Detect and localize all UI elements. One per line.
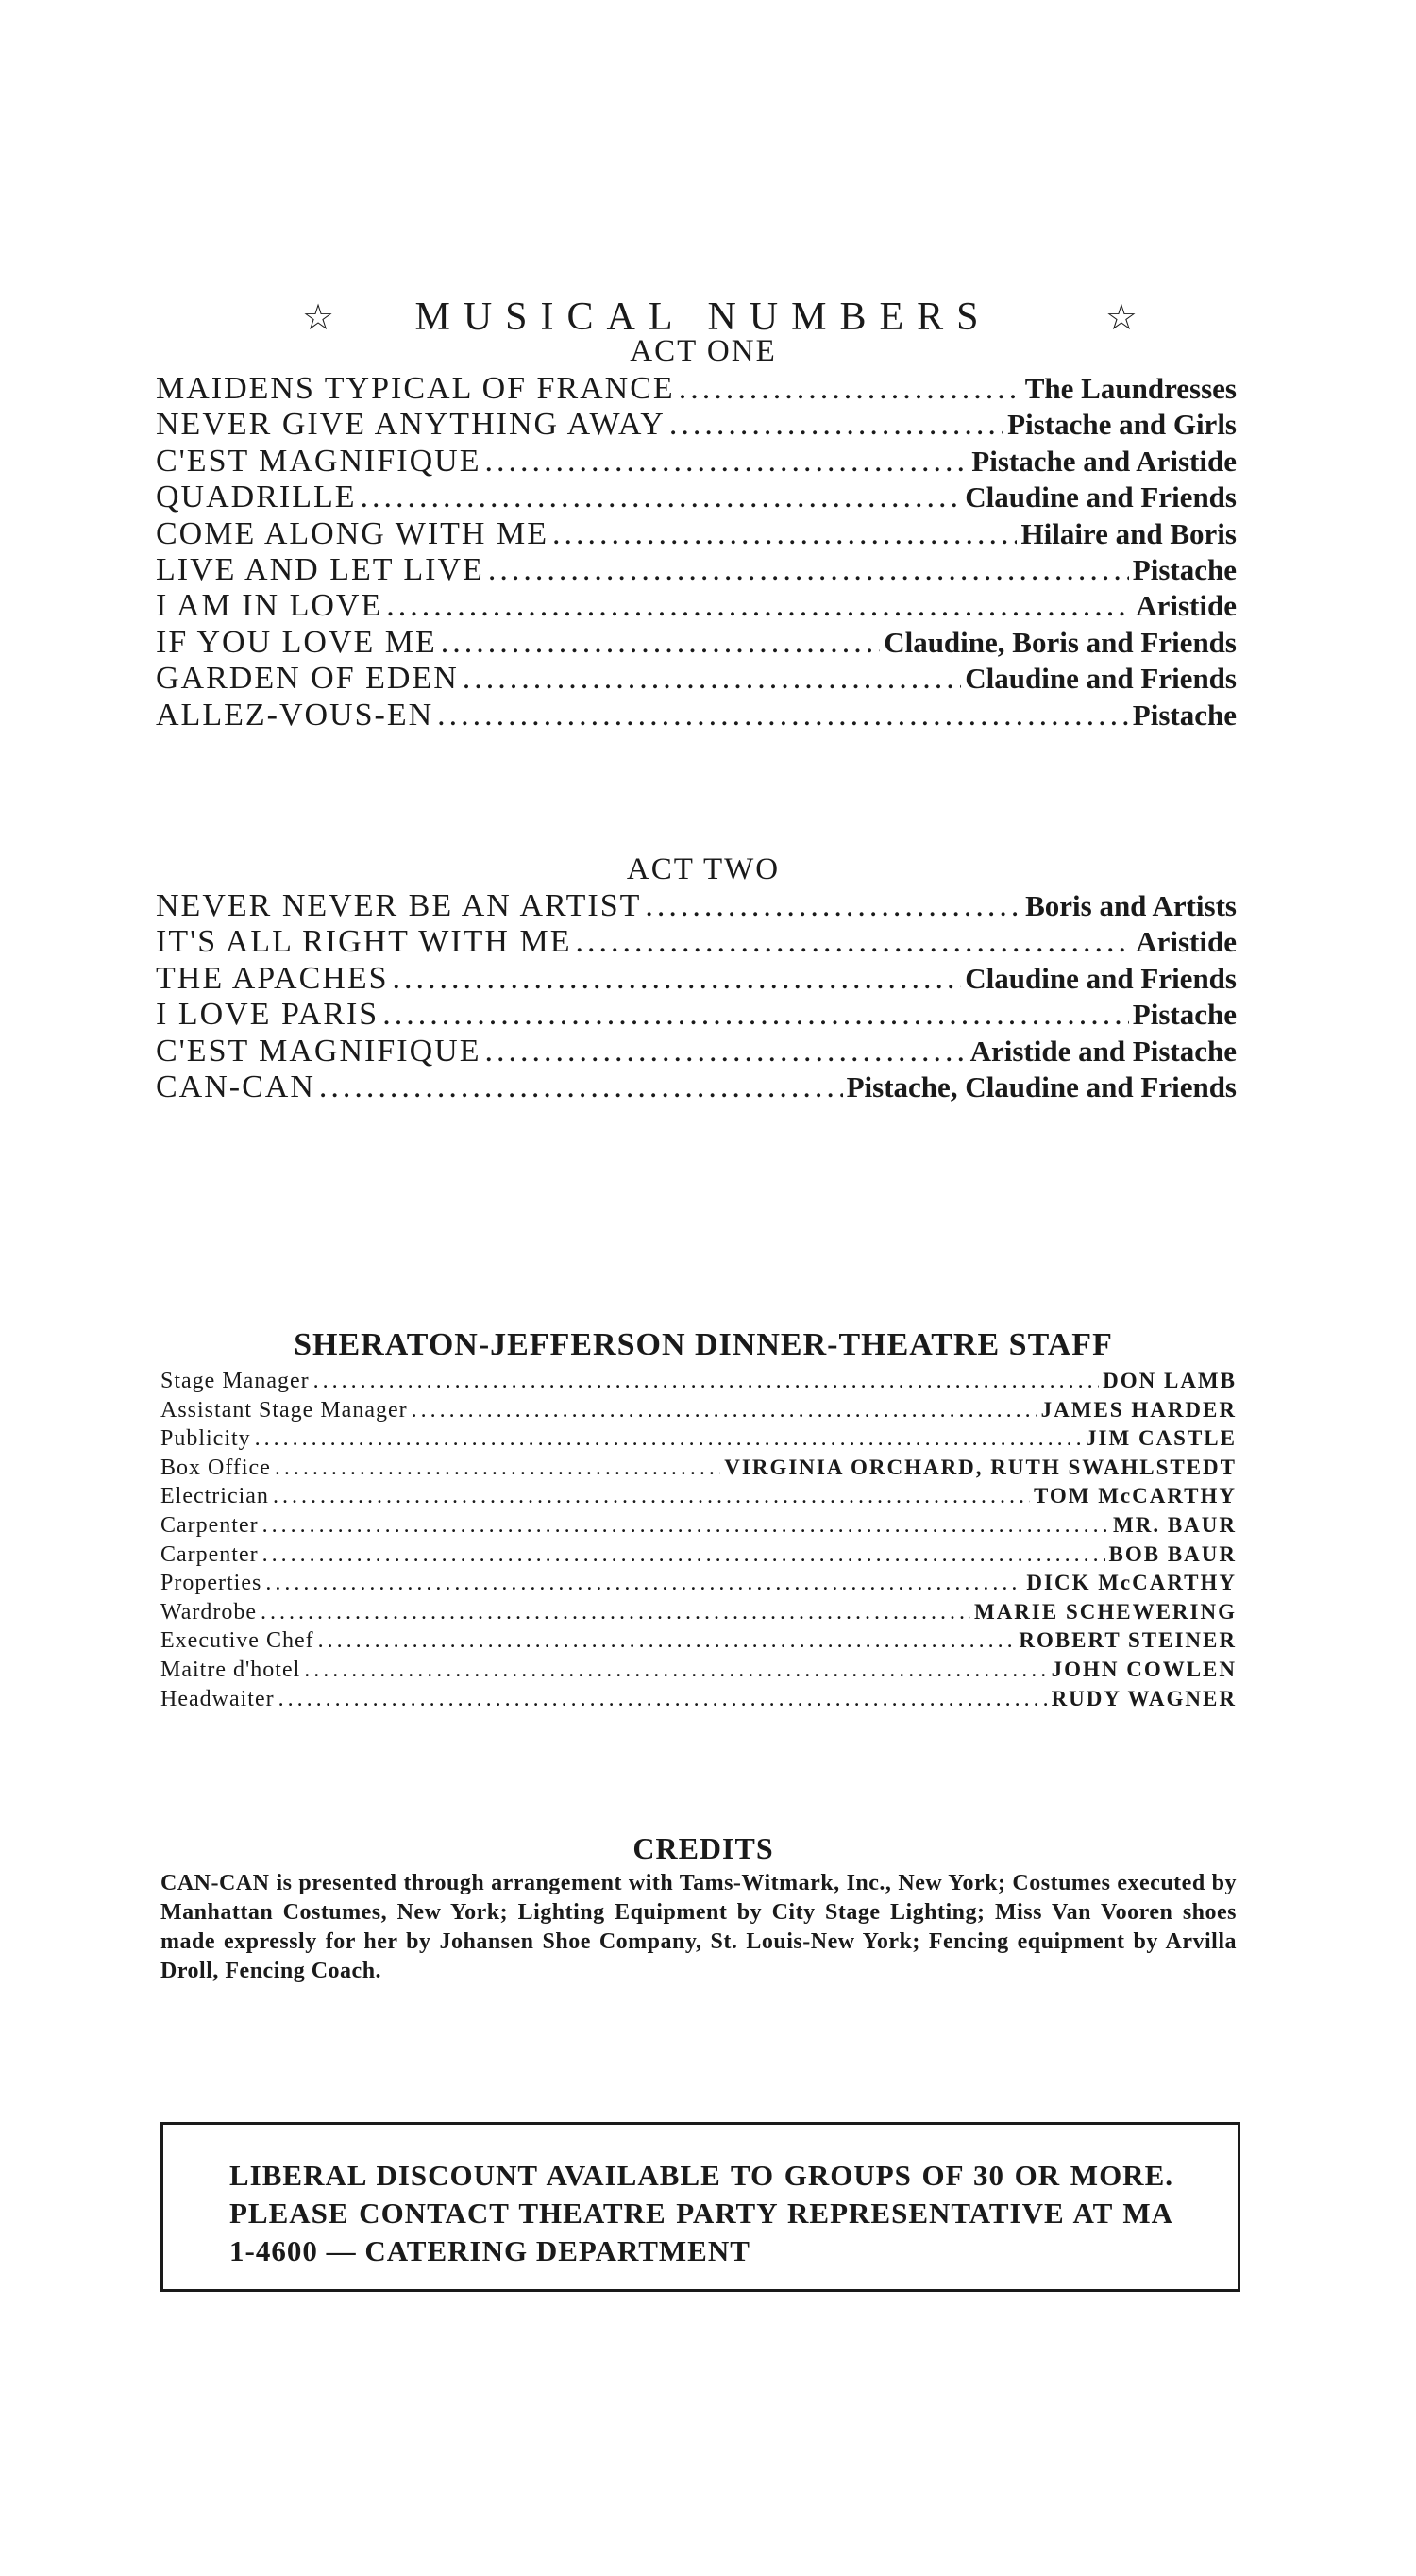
song-row [156, 661, 1237, 697]
dot-leader [278, 1685, 1048, 1714]
dot-leader [265, 1569, 1022, 1598]
star-icon: ☆ [302, 298, 335, 338]
musical-numbers-title: MUSICAL NUMBERS [414, 295, 992, 339]
dot-leader [575, 924, 1132, 960]
staff-row [160, 1367, 1237, 1396]
staff-row [160, 1685, 1237, 1714]
staff-row [160, 1454, 1237, 1483]
song-title: C'EST MAGNIFIQUE [156, 443, 481, 479]
act-two-song-list [156, 888, 1237, 1105]
staff-name: VIRGINIA ORCHARD, RUTH SWAHLSTEDT [724, 1455, 1237, 1479]
discount-notice-text: LIBERAL DISCOUNT AVAILABLE TO GROUPS OF 30 OR MORE. PLEASE CONTACT THEATRE PARTY REPRESENTATIVE AT MA 1-4600 — CATERING DEPARTMENT [229, 2159, 1173, 2267]
song-row [156, 698, 1237, 733]
song-title: GARDEN OF EDEN [156, 661, 459, 697]
song-row [156, 516, 1237, 552]
dot-leader [488, 552, 1129, 588]
song-title: I AM IN LOVE [156, 588, 383, 624]
song-performers: Pistache and Aristide [971, 444, 1237, 478]
dot-leader [255, 1424, 1082, 1454]
staff-name: JOHN COWLEN [1051, 1657, 1237, 1681]
dot-leader [313, 1367, 1100, 1396]
dot-leader [319, 1069, 843, 1105]
song-row [156, 997, 1237, 1033]
staff-row [160, 1656, 1237, 1685]
song-performers: The Laundresses [1024, 372, 1237, 405]
song-title: MAIDENS TYPICAL OF FRANCE [156, 371, 675, 406]
dot-leader [304, 1656, 1047, 1685]
song-title: NEVER NEVER BE AN ARTIST [156, 888, 642, 923]
staff-role: Electrician [160, 1484, 269, 1509]
song-title: LIVE AND LET LIVE [156, 552, 484, 588]
song-performers: Aristide and Pistache [969, 1034, 1237, 1068]
song-performers: Claudine and Friends [965, 480, 1237, 514]
song-row [156, 480, 1237, 515]
staff-row [160, 1424, 1237, 1454]
staff-name: MARIE SCHEWERING [973, 1599, 1237, 1624]
dot-leader [262, 1541, 1105, 1570]
staff-row [160, 1396, 1237, 1425]
staff-name: DICK McCARTHY [1026, 1571, 1237, 1595]
dot-leader [318, 1626, 1016, 1656]
staff-row [160, 1541, 1237, 1570]
song-performers: Claudine and Friends [965, 662, 1237, 696]
song-performers: Claudine and Friends [965, 961, 1237, 995]
song-performers: Aristide [1136, 925, 1237, 959]
staff-role: Properties [160, 1571, 262, 1596]
act-one-heading: ACT ONE [630, 334, 777, 368]
song-row [156, 588, 1237, 624]
staff-role: Publicity [160, 1426, 251, 1452]
song-row [156, 371, 1237, 407]
staff-name: MR. BAUR [1113, 1512, 1237, 1537]
song-title: ALLEZ-VOUS-EN [156, 697, 434, 732]
credits-paragraph: CAN-CAN is presented through arrangement with Tams-Witmark, Inc., New York; Costumes executed by Manhattan Costumes, New York; Lighting Equipment by City Stage Lighting; Miss Van Vooren shoes made expressly for her by Johansen Shoe Company, St. Louis-New York; Fencing equipment by Arvilla Droll, Fencing Coach. [160, 1871, 1237, 1983]
staff-role: Stage Manager [160, 1369, 310, 1393]
song-row [156, 625, 1237, 661]
dot-leader [262, 1511, 1109, 1541]
staff-name: JIM CASTLE [1086, 1426, 1237, 1451]
song-title: THE APACHES [156, 960, 389, 996]
staff-role: Wardrobe [160, 1599, 258, 1625]
musical-numbers-heading [156, 295, 1251, 340]
song-title: COME ALONG WITH ME [156, 515, 548, 551]
staff-row [160, 1482, 1237, 1511]
dot-leader [484, 1034, 966, 1069]
staff-row [160, 1511, 1237, 1541]
dot-leader [361, 480, 962, 515]
song-row [156, 888, 1237, 924]
song-performers: Claudine, Boris and Friends [884, 625, 1237, 659]
dot-leader [645, 888, 1021, 924]
staff-role: Maitre d'hotel [160, 1657, 301, 1682]
song-performers: Pistache, Claudine and Friends [846, 1070, 1237, 1104]
dot-leader [412, 1396, 1037, 1425]
dot-leader [393, 961, 962, 997]
dot-leader [386, 588, 1132, 624]
dot-leader [463, 661, 962, 697]
song-row [156, 961, 1237, 997]
dot-leader [382, 997, 1129, 1033]
dot-leader [273, 1482, 1030, 1511]
dot-leader [669, 407, 1003, 443]
staff-role: Box Office [160, 1455, 271, 1480]
act-one-song-list [156, 371, 1237, 733]
song-title: NEVER GIVE ANYTHING AWAY [156, 407, 666, 443]
staff-row [160, 1569, 1237, 1598]
staff-row [160, 1626, 1237, 1656]
discount-notice-box [160, 2122, 1240, 2292]
staff-name: JAMES HARDER [1040, 1397, 1237, 1422]
song-performers: Pistache [1132, 998, 1237, 1032]
staff-row [160, 1598, 1237, 1627]
staff-list [160, 1367, 1237, 1713]
song-row [156, 1069, 1237, 1105]
song-title: QUADRILLE [156, 480, 357, 515]
song-title: CAN-CAN [156, 1069, 315, 1105]
song-row [156, 1034, 1237, 1069]
staff-role: Assistant Stage Manager [160, 1397, 408, 1423]
song-title: I LOVE PARIS [156, 997, 379, 1033]
credits-heading: CREDITS [632, 1831, 774, 1865]
staff-name: TOM McCARTHY [1033, 1484, 1237, 1508]
staff-role: Carpenter [160, 1541, 259, 1567]
staff-name: BOB BAUR [1108, 1541, 1237, 1566]
dot-leader [261, 1598, 970, 1627]
dot-leader [552, 516, 1018, 552]
dot-leader [275, 1454, 720, 1483]
dot-leader [437, 698, 1129, 733]
dot-leader [441, 625, 880, 661]
staff-role: Executive Chef [160, 1628, 314, 1654]
song-performers: Hilaire and Boris [1020, 516, 1237, 550]
dot-leader [679, 371, 1021, 407]
song-row [156, 407, 1237, 443]
staff-role: Carpenter [160, 1512, 259, 1538]
song-row [156, 552, 1237, 588]
song-performers: Pistache and Girls [1007, 408, 1237, 442]
star-icon: ☆ [1104, 298, 1138, 338]
staff-name: RUDY WAGNER [1051, 1686, 1237, 1710]
song-row [156, 924, 1237, 960]
act-two-heading: ACT TWO [626, 852, 781, 886]
song-row [156, 444, 1237, 480]
song-performers: Pistache [1132, 698, 1237, 732]
staff-name: DON LAMB [1103, 1369, 1237, 1392]
song-performers: Pistache [1132, 553, 1237, 587]
song-title: IT'S ALL RIGHT WITH ME [156, 924, 572, 960]
song-performers: Aristide [1136, 589, 1237, 623]
song-performers: Boris and Artists [1025, 889, 1237, 922]
song-title: IF YOU LOVE ME [156, 624, 437, 660]
dot-leader [484, 444, 968, 480]
song-title: C'EST MAGNIFIQUE [156, 1033, 481, 1069]
staff-heading: SHERATON-JEFFERSON DINNER-THEATRE STAFF [294, 1327, 1113, 1362]
staff-role: Headwaiter [160, 1686, 275, 1711]
staff-name: ROBERT STEINER [1019, 1628, 1237, 1653]
